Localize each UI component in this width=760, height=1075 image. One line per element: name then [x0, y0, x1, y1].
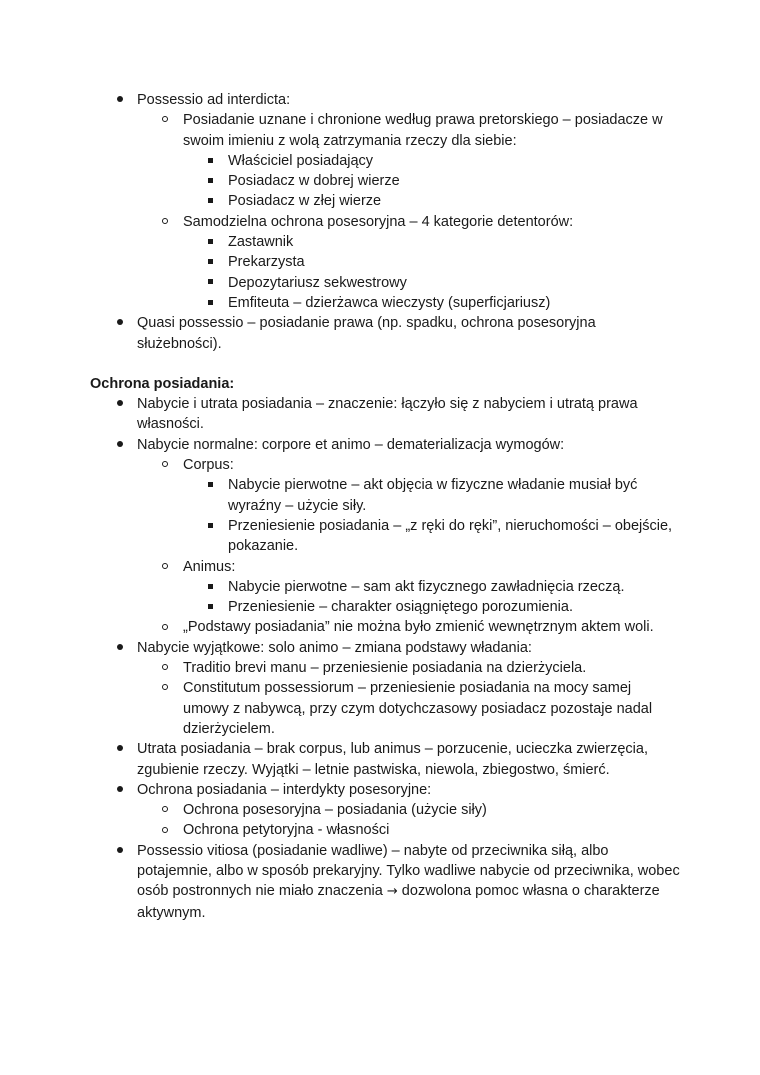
list-item-text: Ochrona posesoryjna – posiadania (użycie siły): [183, 802, 487, 819]
bullet-icon: [114, 739, 126, 759]
bullet-icon: [114, 638, 126, 658]
circle-bullet-icon: [159, 455, 171, 475]
list-item: [137, 800, 680, 820]
bullet-icon: [114, 313, 126, 333]
list-item: [137, 110, 680, 211]
list-item-text: Posiadacz w złej wierze: [228, 193, 382, 210]
sub-sub-list: [183, 232, 680, 313]
list-item-text: Nabycie normalne: corpore et animo – dematerializacja wymogów:: [137, 436, 565, 453]
circle-bullet-icon: [159, 658, 171, 678]
list-item: [90, 394, 680, 435]
sub-list: [90, 110, 680, 313]
list-item-text: „Podstawy posiadania” nie można było zmienić wewnętrznym aktem woli.: [183, 619, 654, 636]
square-bullet-icon: [204, 293, 216, 313]
list-item: [183, 516, 680, 557]
list-item: [137, 678, 680, 739]
list-item: [183, 171, 680, 191]
list-item-text: Przeniesienie – charakter osiągniętego porozumienia.: [228, 599, 573, 616]
list-item-text: Przeniesienie posiadania – „z ręki do ręki”, nieruchomości – obejście, pokazanie.: [228, 517, 673, 555]
list-item-text: Animus:: [183, 558, 236, 575]
list-item-text: Possessio ad interdicta:: [137, 92, 291, 108]
list-item: [137, 658, 680, 678]
list-item-text: Ochrona petytoryjna - własności: [183, 822, 390, 839]
vitiosa-text-after: dozwolona pomoc własna o charakterze aktywnym.: [137, 883, 660, 921]
list-item: [183, 597, 680, 617]
square-bullet-icon: [204, 577, 216, 597]
sub-sub-list: [183, 475, 680, 556]
list-item-text: Zastawnik: [228, 234, 294, 251]
square-bullet-icon: [204, 252, 216, 272]
list-item-text: Utrata posiadania – brak corpus, lub animus – porzucenie, ucieczka zwierzęcia, zgubienie rzeczy. Wyjątki – letnie pastwiska, niewola, zbiegostwo, śmierć.: [137, 741, 648, 778]
list-item-text: Constitutum possessiorum – przeniesienie posiadania na mocy samej umowy z nabywcą, przy czym dotychczasowy posiadacz pozostaje nadal dzierżycielem.: [183, 680, 653, 737]
list-item: [183, 191, 680, 211]
list-item: [137, 617, 680, 637]
list-item-text: Depozytariusz sekwestrowy: [228, 274, 407, 291]
list-item: [183, 273, 680, 293]
list-item-text: Posiadacz w dobrej wierze: [228, 173, 400, 190]
list-item-text: Traditio brevi manu – przeniesienie posiadania na dzierżyciela.: [183, 660, 587, 677]
list-item-text: Corpus:: [183, 457, 234, 474]
circle-bullet-icon: [159, 617, 171, 637]
list-item-text: Samodzielna ochrona posesoryjna – 4 kategorie detentorów:: [183, 213, 574, 230]
sub-list: [90, 658, 680, 739]
list-item: [90, 739, 680, 780]
square-bullet-icon: [204, 597, 216, 617]
list-item-text: Nabycie pierwotne – sam akt fizycznego zawładnięcia rzeczą.: [228, 578, 625, 595]
list-item: [183, 151, 680, 171]
circle-bullet-icon: [159, 212, 171, 232]
circle-bullet-icon: [159, 110, 171, 130]
sub-sub-list: [183, 577, 680, 618]
square-bullet-icon: [204, 516, 216, 536]
list-item-text: Posiadanie uznane i chronione według prawa pretorskiego – posiadacze w swoim imieniu z wolą zatrzymania rzeczy dla siebie:: [183, 112, 663, 149]
list-item: [183, 232, 680, 252]
list-item: [90, 90, 680, 313]
list-item: [90, 638, 680, 739]
list-item: [183, 577, 680, 597]
list-item-text: Właściciel posiadający: [228, 152, 374, 169]
list-item: [137, 820, 680, 840]
bullet-icon: [114, 394, 126, 414]
list-item-text: Nabycie i utrata posiadania – znaczenie: łączyło się z nabyciem i utratą prawa własności.: [137, 396, 638, 433]
bullet-icon: [114, 90, 126, 110]
list-item: [183, 293, 680, 313]
bullet-icon: [114, 435, 126, 455]
arrow-right-icon: →: [386, 884, 398, 900]
list-item-text: Nabycie pierwotne – akt objęcia w fizyczne władanie musiał być wyraźny – użycie siły.: [228, 477, 638, 514]
list-item-text: Emfiteuta – dzierżawca wieczysty (superficjariusz): [228, 294, 551, 311]
square-bullet-icon: [204, 232, 216, 252]
list-item-text: [137, 843, 680, 921]
list-item: [183, 252, 680, 272]
list-item: [90, 313, 680, 354]
square-bullet-icon: [204, 171, 216, 191]
list-item-text: Nabycie wyjątkowe: solo animo – zmiana podstawy władania:: [137, 639, 532, 656]
list-item: [183, 475, 680, 516]
square-bullet-icon: [204, 273, 216, 293]
circle-bullet-icon: [159, 678, 171, 698]
bullet-icon: [114, 780, 126, 800]
list-item: [137, 212, 680, 313]
list-item-text: Prekarzysta: [228, 254, 305, 271]
bullet-list-section2: [90, 394, 680, 923]
square-bullet-icon: [204, 151, 216, 171]
circle-bullet-icon: [159, 820, 171, 840]
sub-list: [90, 800, 680, 841]
document-content: [90, 90, 680, 923]
square-bullet-icon: [204, 475, 216, 495]
circle-bullet-icon: [159, 557, 171, 577]
bullet-list-section1: [90, 90, 680, 354]
list-item-text: Quasi possessio – posiadanie prawa (np. spadku, ochrona posesoryjna służebności).: [137, 315, 596, 352]
list-item: [137, 557, 680, 618]
list-item: [90, 841, 680, 923]
section-heading: Ochrona posiadania:: [90, 375, 235, 392]
sub-list: [90, 455, 680, 638]
circle-bullet-icon: [159, 800, 171, 820]
sub-sub-list: [183, 151, 680, 212]
vitiosa-text-before: Possessio vitiosa (posiadanie wadliwe) – nabyte od przeciwnika siłą, albo potajemnie, albo w sposób prekaryjny. Tylko wadliwe nabycie od przeciwnika, wobec osób postronnych nie miało znaczenia: [137, 842, 680, 900]
list-item-text: Ochrona posiadania – interdykty posesoryjne:: [137, 781, 432, 798]
bullet-icon: [114, 841, 126, 861]
list-item: [137, 455, 680, 556]
list-item: [90, 780, 680, 841]
list-item: [90, 435, 680, 638]
square-bullet-icon: [204, 191, 216, 211]
